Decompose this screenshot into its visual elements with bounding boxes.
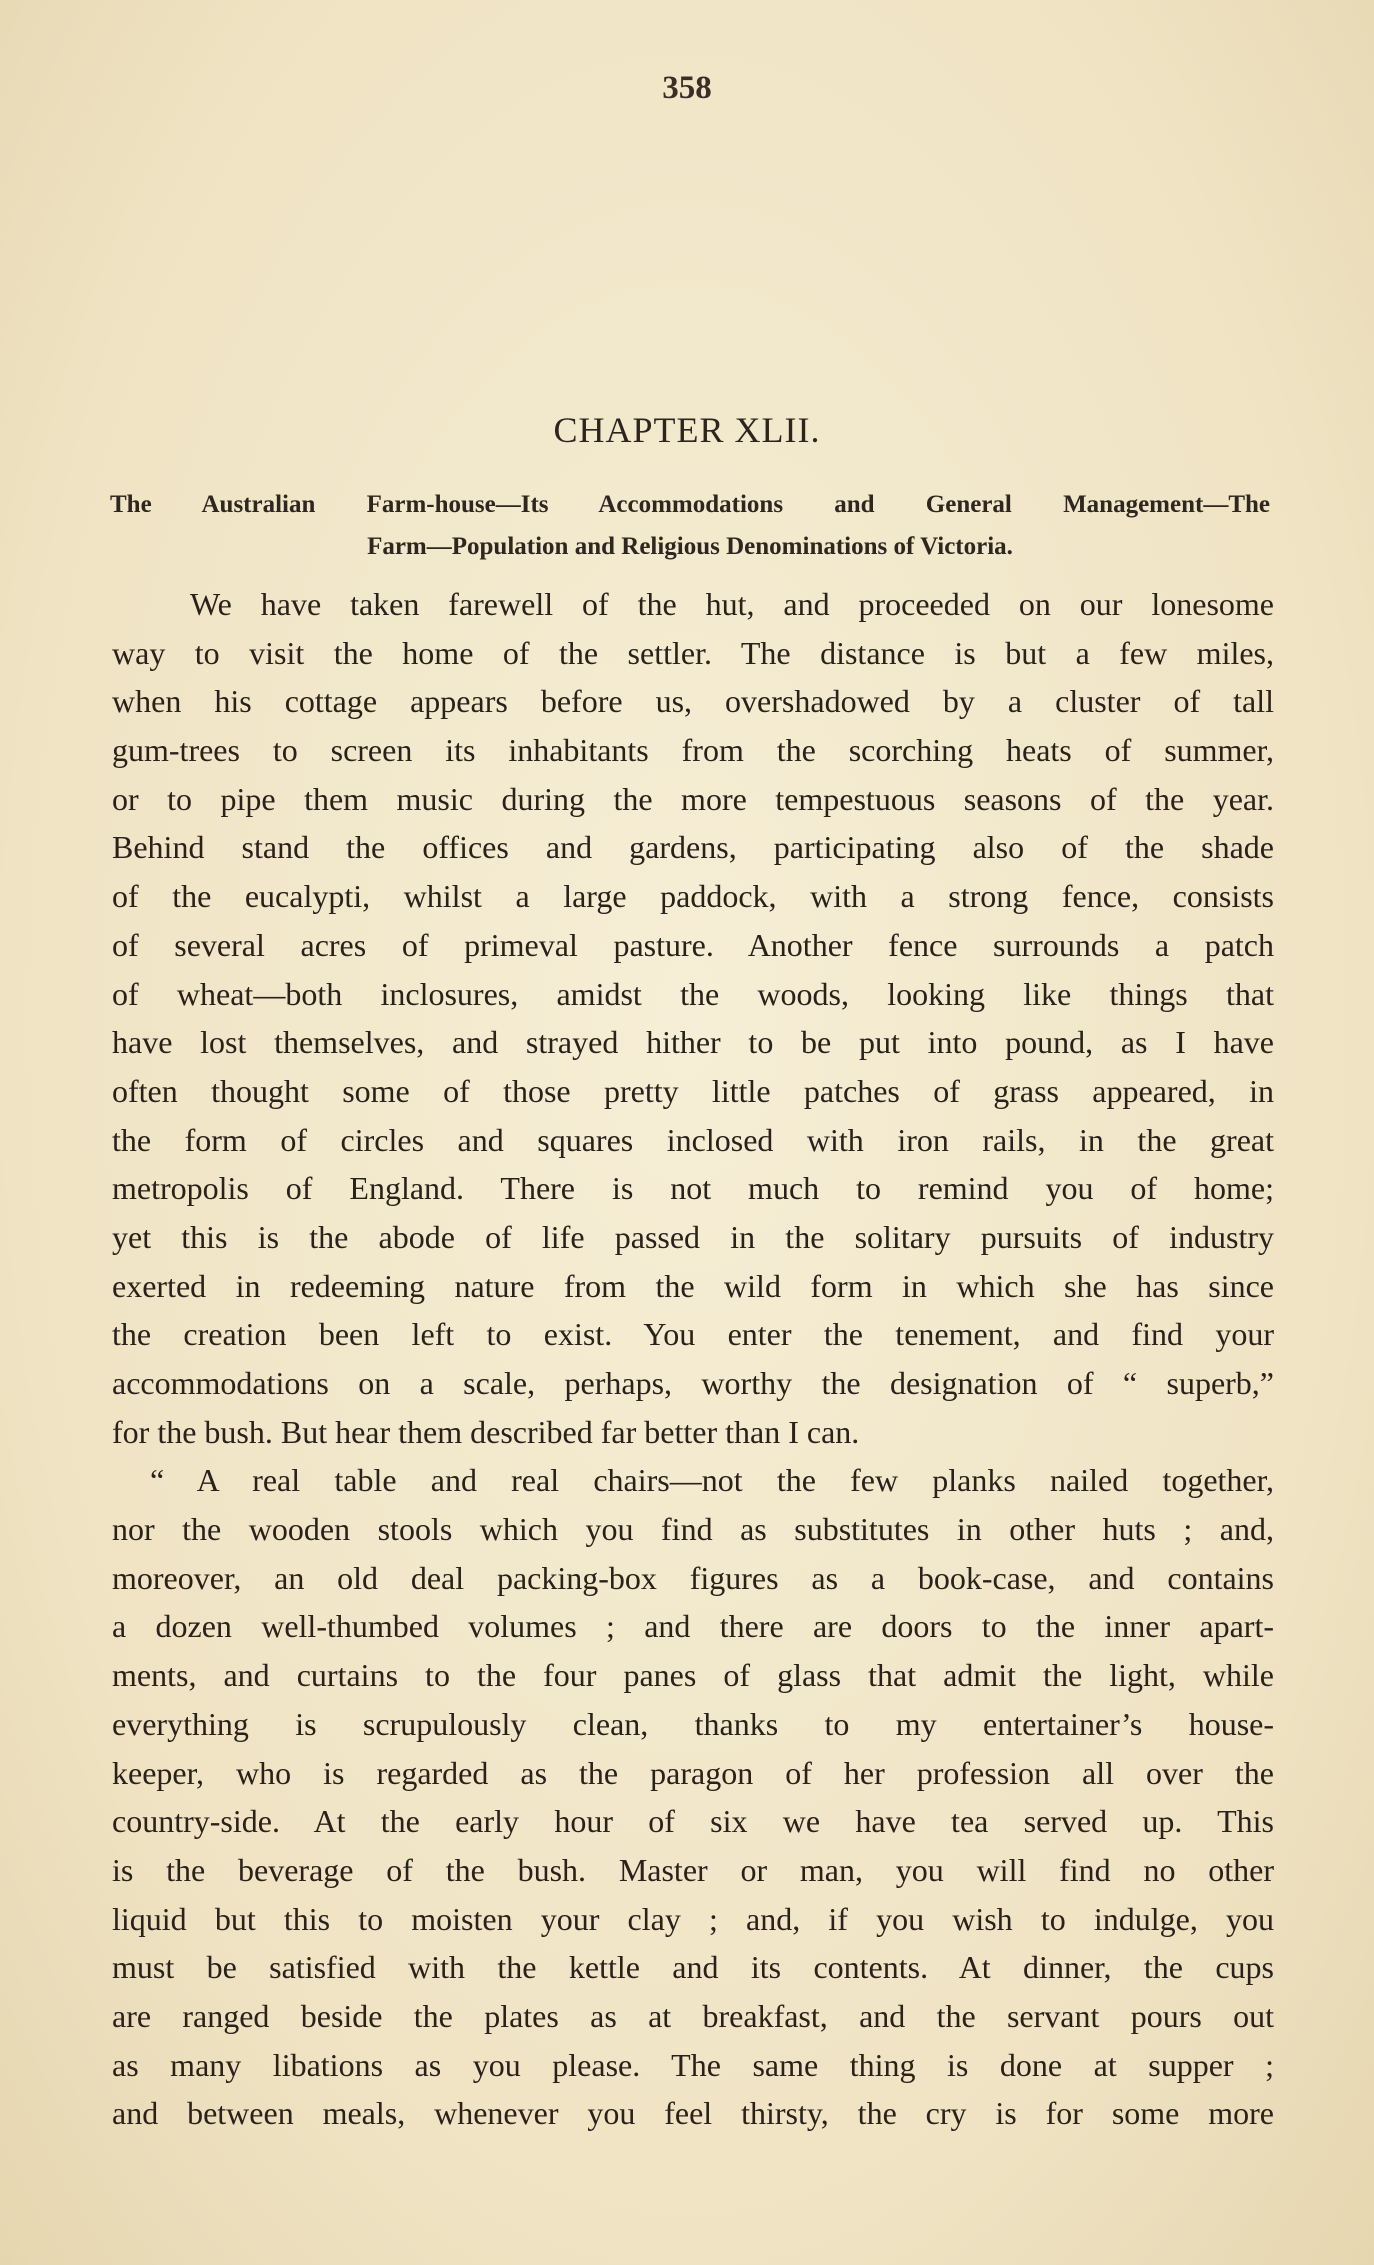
text-line: of several acres of primeval pasture. Another fence surrounds a patch — [112, 926, 1274, 963]
text-line: accommodations on a scale, perhaps, worthy the designation of “ superb,” — [112, 1365, 1274, 1401]
chapter-summary — [110, 484, 1270, 568]
text-line: of wheat—both inclosures, amidst the woods, looking like things that — [112, 975, 1274, 1012]
text-line: everything is scrupulously clean, thanks to my entertainer’s house- — [112, 1705, 1274, 1742]
text-line: yet this is the abode of life passed in the solitary pursuits of industry — [112, 1218, 1274, 1255]
text-line: nor the wooden stools which you find as substitutes in other huts ; and, — [112, 1511, 1274, 1548]
text-line: ments, and curtains to the four panes of glass that admit the light, while — [112, 1657, 1274, 1694]
page-number: 358 — [662, 70, 712, 106]
text-line: metropolis of England. There is not much to remind you of home; — [112, 1170, 1274, 1207]
text-line: a dozen well-thumbed volumes ; and there are doors to the inner apart- — [112, 1608, 1274, 1645]
text-line: exerted in redeeming nature from the wild form in which she has since — [112, 1267, 1274, 1304]
text-line: is the beverage of the bush. Master or man, you will find no other — [112, 1851, 1274, 1888]
text-line: way to visit the home of the settler. The distance is but a few miles, — [112, 634, 1274, 671]
chapter-title: CHAPTER XLII. — [553, 410, 821, 450]
text-line: of the eucalypti, whilst a large paddock, with a strong fence, consists — [112, 878, 1274, 915]
summary-line: The Australian Farm-house—Its Accommodations and General Management—The — [110, 491, 1270, 518]
text-line: as many libations as you please. The same thing is done at supper ; — [112, 2046, 1274, 2083]
text-line: for the bush. But hear them described far better than I can. — [112, 1413, 860, 1450]
text-line: when his cottage appears before us, overshadowed by a cluster of tall — [112, 683, 1274, 720]
text-line: the form of circles and squares inclosed with iron rails, in the great — [112, 1121, 1274, 1158]
text-line: We have taken farewell of the hut, and proceeded on our lonesome — [190, 586, 1274, 622]
text-line: are ranged beside the plates as at breakfast, and the servant pours out — [112, 1997, 1274, 2034]
text-line: keeper, who is regarded as the paragon of her profession all over the — [112, 1754, 1274, 1791]
text-line: Behind stand the offices and gardens, participating also of the shade — [112, 829, 1274, 866]
text-line: or to pipe them music during the more tempestuous seasons of the year. — [112, 780, 1274, 817]
text-line: “ A real table and real chairs—not the few planks nailed together, — [150, 1462, 1274, 1499]
text-line: the creation been left to exist. You enter the tenement, and find your — [112, 1316, 1274, 1353]
text-line: and between meals, whenever you feel thirsty, the cry is for some more — [112, 2095, 1274, 2132]
text-line: have lost themselves, and strayed hither to be put into pound, as I have — [112, 1024, 1274, 1061]
text-line: moreover, an old deal packing-box figures as a book-case, and contains — [112, 1559, 1274, 1596]
text-line: liquid but this to moisten your clay ; and, if you wish to indulge, you — [112, 1900, 1274, 1937]
body-text — [112, 580, 1274, 2138]
text-line: gum-trees to screen its inhabitants from the scorching heats of summer, — [112, 732, 1274, 769]
text-line: often thought some of those pretty little patches of grass appeared, in — [112, 1072, 1274, 1109]
summary-line: Farm—Population and Religious Denominations of Victoria. — [367, 533, 1013, 560]
text-line: must be satisfied with the kettle and its contents. At dinner, the cups — [112, 1949, 1274, 1986]
text-line: country-side. At the early hour of six we have tea served up. This — [112, 1803, 1274, 1840]
